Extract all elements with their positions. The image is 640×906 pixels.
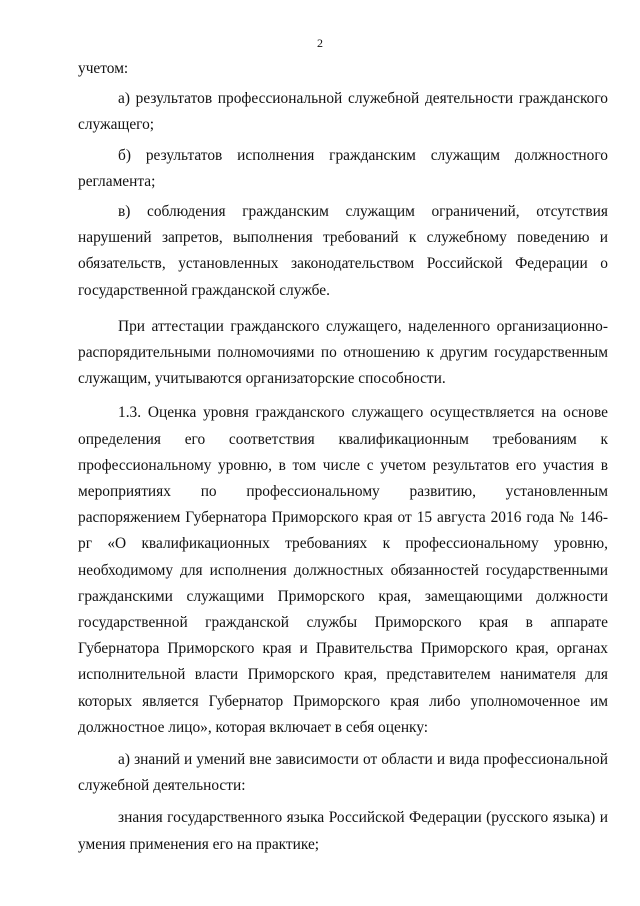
list-item-c-compliance: в) соблюдения гражданским служащим ограничений, отсутствия нарушений запретов, выполнения требований к служебному поведению и обязательств, установленных законодательством Российской Федерации о государственной гражданской службе. xyxy=(78,203,608,299)
document-body xyxy=(78,56,608,858)
list-item-a-knowledge: а) знаний и умений вне зависимости от области и вида профессиональной служебной деятельности: xyxy=(78,751,608,795)
paragraph-section-1-3: 1.3. Оценка уровня гражданского служащего осуществляется на основе определения его соответствия квалификационным требованиям к профессиональному уровню, в том числе с учетом результатов его участия в мероприятиях по профессиональному развитию, установленным распоряжением Губернатора Приморского края от 15 августа 2016 года № 146-рг «О квалификационных требованиях к профессиональному уровню, необходимому для исполнения должностных обязанностей государственными гражданскими служащими Приморского края, замещающими должности государственной гражданской службы Приморского края в аппарате Губернатора Приморского края и Правительства Приморского края, органах исполнительной власти Приморского края, представителем нанимателя для которых является Губернатор Приморского края либо уполномоченное им должностное лицо», которая включает в себя оценку: xyxy=(78,404,608,736)
list-item-a-results: а) результатов профессиональной служебной деятельности гражданского служащего; xyxy=(78,90,608,134)
list-item-b-regulation: б) результатов исполнения гражданским служащим должностного регламента; xyxy=(78,146,608,190)
paragraph-continuation: учетом: xyxy=(78,60,129,77)
paragraph-russian-language: знания государственного языка Российской Федерации (русского языка) и умения применения его на практике; xyxy=(78,809,608,853)
paragraph-organizational-abilities: При аттестации гражданского служащего, наделенного организационно-распорядительными полномочиями по отношению к другим государственным служащим, учитываются организаторские способности. xyxy=(78,317,608,388)
page-number: 2 xyxy=(317,36,323,50)
